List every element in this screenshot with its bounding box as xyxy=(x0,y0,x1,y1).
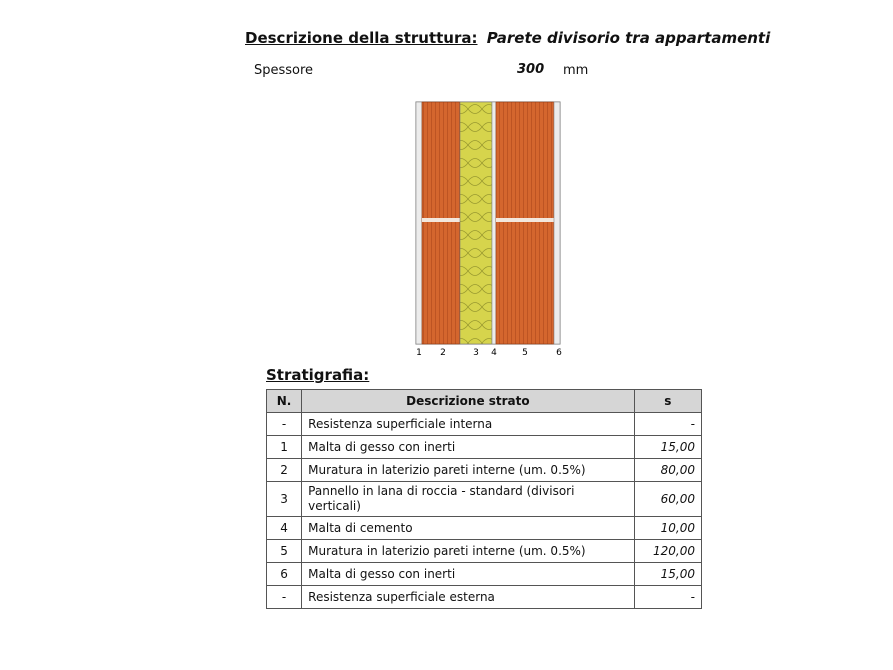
row-thickness: 15,00 xyxy=(634,563,701,586)
row-description: Muratura in laterizio pareti interne (um. 0.5%) xyxy=(302,540,635,563)
table-row xyxy=(267,413,702,436)
row-description: Muratura in laterizio pareti interne (um. 0.5%) xyxy=(302,459,635,482)
col-header-n: N. xyxy=(267,390,302,413)
structure-title xyxy=(245,29,770,47)
row-number: 3 xyxy=(267,482,302,517)
layer-number-3: 3 xyxy=(473,348,479,358)
table-row xyxy=(267,459,702,482)
row-thickness: 60,00 xyxy=(634,482,701,517)
layer-number-4: 4 xyxy=(491,348,497,358)
layer-1-plaster xyxy=(416,102,422,344)
row-thickness: - xyxy=(634,413,701,436)
table-row xyxy=(267,436,702,459)
row-description: Resistenza superficiale interna xyxy=(302,413,635,436)
layer-5-joint xyxy=(496,218,554,222)
layer-number-1: 1 xyxy=(416,348,422,358)
row-number: - xyxy=(267,413,302,436)
wall-section-diagram xyxy=(412,100,568,362)
row-number: 2 xyxy=(267,459,302,482)
table-row xyxy=(267,482,702,517)
thickness-label: Spessore xyxy=(254,63,314,78)
layer-number-6: 6 xyxy=(556,348,562,358)
row-thickness: 120,00 xyxy=(634,540,701,563)
layer-2-brick xyxy=(422,102,460,344)
layer-number-2: 2 xyxy=(440,348,446,358)
thickness-unit: mm xyxy=(563,63,589,78)
layer-3-insulation xyxy=(460,102,492,344)
row-thickness: 15,00 xyxy=(634,436,701,459)
layer-6-plaster xyxy=(554,102,560,344)
table-row xyxy=(267,563,702,586)
row-number: 4 xyxy=(267,517,302,540)
row-thickness: - xyxy=(634,586,701,609)
row-number: - xyxy=(267,586,302,609)
col-header-s: s xyxy=(634,390,701,413)
layer-number-5: 5 xyxy=(522,348,528,358)
layer-5-brick xyxy=(496,102,554,344)
row-thickness: 80,00 xyxy=(634,459,701,482)
structure-title-value: Parete divisorio tra appartamenti xyxy=(486,29,771,47)
row-number: 5 xyxy=(267,540,302,563)
row-description: Malta di cemento xyxy=(302,517,635,540)
layer-4-mortar xyxy=(492,102,496,344)
row-number: 1 xyxy=(267,436,302,459)
table-row xyxy=(267,586,702,609)
col-header-desc: Descrizione strato xyxy=(302,390,635,413)
row-description: Pannello in lana di roccia - standard (divisori verticali) xyxy=(302,482,635,517)
row-description: Malta di gesso con inerti xyxy=(302,563,635,586)
table-row xyxy=(267,517,702,540)
row-thickness: 10,00 xyxy=(634,517,701,540)
layers-table xyxy=(266,389,702,609)
row-description: Malta di gesso con inerti xyxy=(302,436,635,459)
row-number: 6 xyxy=(267,563,302,586)
thickness-value: 300 xyxy=(517,62,545,77)
stratigrafia-title: Stratigrafia: xyxy=(266,366,370,384)
layer-2-joint xyxy=(422,218,460,222)
table-header-row xyxy=(267,390,702,413)
table-row xyxy=(267,540,702,563)
row-description: Resistenza superficiale esterna xyxy=(302,586,635,609)
structure-title-label: Descrizione della struttura: xyxy=(245,29,478,47)
